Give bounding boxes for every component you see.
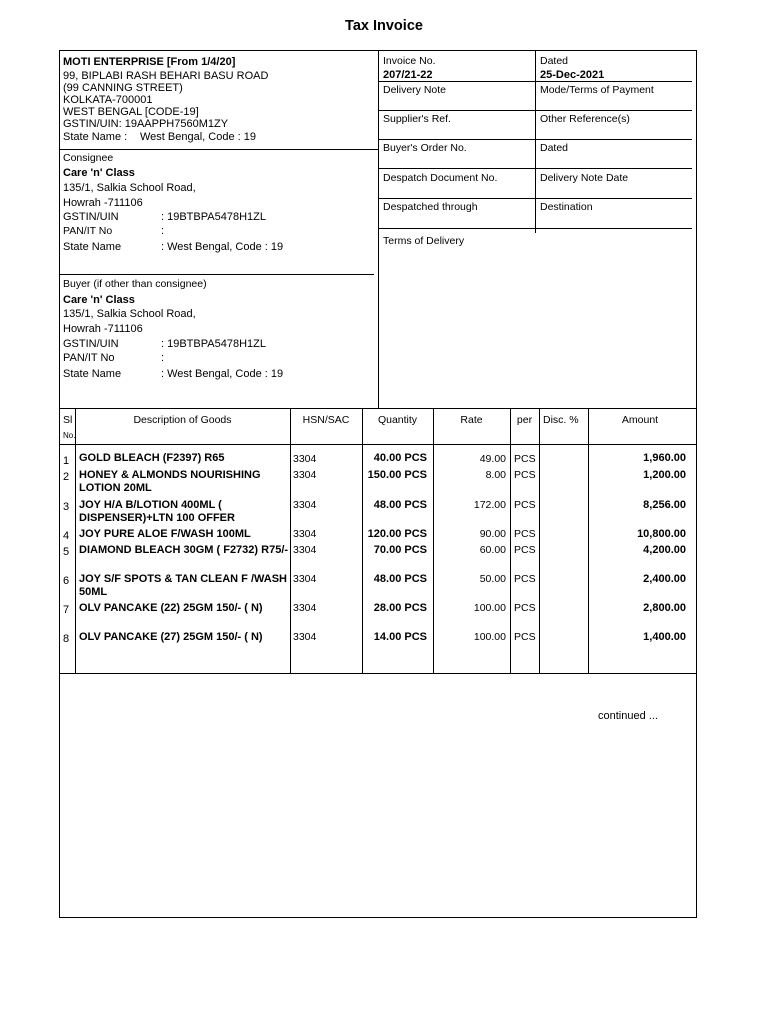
row-description: DIAMOND BLEACH 30GM ( F2732) R75/- <box>79 544 289 556</box>
divider <box>378 168 692 169</box>
row-description: OLV PANCAKE (22) 25GM 150/- ( N) <box>79 602 263 614</box>
row-quantity: 150.00 PCS <box>367 469 427 481</box>
row-description: HONEY & ALMONDS NOURISHING LOTION 20ML <box>79 469 261 494</box>
row-sl: 8 <box>63 633 70 645</box>
divider <box>378 139 692 140</box>
terms-delivery-label: Terms of Delivery <box>383 235 465 247</box>
row-per: PCS <box>514 544 536 556</box>
row-rate: 8.00 <box>485 469 506 481</box>
divider <box>378 81 692 82</box>
divider <box>378 50 379 408</box>
divider <box>539 408 540 673</box>
row-description: GOLD BLEACH (F2397) R65 <box>79 452 225 464</box>
consignee-state-value: : West Bengal, Code : 19 <box>161 241 284 253</box>
divider <box>59 274 374 275</box>
buyer-pan-label: PAN/IT No <box>63 352 115 364</box>
row-amount: 4,200.00 <box>643 544 686 556</box>
row-rate: 90.00 <box>479 528 506 540</box>
divider <box>290 408 291 673</box>
consignee-address-line: 135/1, Salkia School Road, <box>63 182 196 194</box>
row-hsn: 3304 <box>293 499 317 511</box>
row-quantity: 48.00 PCS <box>373 499 427 511</box>
row-per: PCS <box>514 573 536 585</box>
delivery-note-date-label: Delivery Note Date <box>540 172 629 184</box>
row-amount: 1,400.00 <box>643 631 686 643</box>
row-rate: 100.00 <box>473 602 506 614</box>
col-header-amount: Amount <box>621 414 659 426</box>
delivery-note-label: Delivery Note <box>383 84 447 96</box>
row-hsn: 3304 <box>293 544 317 556</box>
buyer-state-value: : West Bengal, Code : 19 <box>161 368 284 380</box>
continued-note: continued ... <box>598 710 658 722</box>
col-header-quantity: Quantity <box>377 414 418 426</box>
col-header-hsn: HSN/SAC <box>302 414 350 426</box>
row-per: PCS <box>514 469 536 481</box>
buyer-state-label: State Name <box>63 368 122 380</box>
row-amount: 1,200.00 <box>643 469 686 481</box>
row-hsn: 3304 <box>293 469 317 481</box>
row-hsn: 3304 <box>293 631 317 643</box>
row-rate: 100.00 <box>473 631 506 643</box>
row-description: JOY S/F SPOTS & TAN CLEAN F /WASH 50ML <box>79 573 288 598</box>
consignee-heading: Consignee <box>63 152 114 164</box>
consignee-pan-label: PAN/IT No <box>63 225 113 237</box>
row-rate: 60.00 <box>479 544 506 556</box>
row-amount: 2,800.00 <box>643 602 686 614</box>
buyer-gstin-value: : 19BTBPA5478H1ZL <box>161 338 266 350</box>
divider <box>510 408 511 673</box>
seller-state-label: State Name : <box>63 131 128 143</box>
row-hsn: 3304 <box>293 602 317 614</box>
consignee-gstin-label: GSTIN/UIN <box>63 211 119 223</box>
row-amount: 2,400.00 <box>643 573 686 585</box>
row-description: JOY PURE ALOE F/WASH 100ML <box>79 528 251 540</box>
buyer-heading: Buyer (if other than consignee) <box>63 278 207 290</box>
row-sl: 6 <box>63 575 70 587</box>
row-amount: 8,256.00 <box>643 499 686 511</box>
row-hsn: 3304 <box>293 573 317 585</box>
divider <box>378 110 692 111</box>
divider <box>535 50 536 233</box>
consignee-name: Care 'n' Class <box>63 167 135 179</box>
seller-address-line: 99, BIPLABI RASH BEHARI BASU ROAD <box>63 70 269 82</box>
consignee-address-line: Howrah -711106 <box>63 197 143 209</box>
seller-address-line: KOLKATA-700001 <box>63 94 153 106</box>
order-dated-label: Dated <box>540 142 569 154</box>
row-hsn: 3304 <box>293 453 317 465</box>
divider <box>378 198 692 199</box>
row-sl: 7 <box>63 604 70 616</box>
consignee-pan-value: : <box>161 225 165 237</box>
invoice-no-label: Invoice No. <box>383 55 436 67</box>
row-rate: 50.00 <box>479 573 506 585</box>
buyer-name: Care 'n' Class <box>63 294 135 306</box>
row-quantity: 14.00 PCS <box>373 631 427 643</box>
buyer-pan-value: : <box>161 352 165 364</box>
divider <box>59 444 697 445</box>
row-rate: 49.00 <box>479 453 506 465</box>
buyer-address-line: Howrah -711106 <box>63 323 143 335</box>
row-quantity: 70.00 PCS <box>373 544 427 556</box>
seller-address-line: (99 CANNING STREET) <box>63 82 183 94</box>
row-quantity: 48.00 PCS <box>373 573 427 585</box>
seller-name: MOTI ENTERPRISE [From 1/4/20] <box>63 56 236 68</box>
row-per: PCS <box>514 453 536 465</box>
col-header-no: No. <box>63 431 76 440</box>
seller-state-value: West Bengal, Code : 19 <box>140 131 256 143</box>
divider <box>59 673 697 674</box>
row-description: OLV PANCAKE (27) 25GM 150/- ( N) <box>79 631 263 643</box>
row-sl: 1 <box>63 455 70 467</box>
col-header-rate: Rate <box>460 414 483 426</box>
col-header-description: Description of Goods <box>133 414 232 426</box>
consignee-gstin-value: : 19BTBPA5478H1ZL <box>161 211 266 223</box>
buyer-gstin-label: GSTIN/UIN <box>63 338 119 350</box>
row-sl: 4 <box>63 530 70 542</box>
dated-value: 25-Dec-2021 <box>540 69 605 81</box>
dated-label: Dated <box>540 55 569 67</box>
seller-address-line: WEST BENGAL [CODE-19] <box>63 106 199 118</box>
divider <box>75 408 76 673</box>
row-sl: 3 <box>63 501 70 513</box>
row-quantity: 28.00 PCS <box>373 602 427 614</box>
mode-terms-label: Mode/Terms of Payment <box>540 84 654 96</box>
row-per: PCS <box>514 631 536 643</box>
despatched-through-label: Despatched through <box>383 201 478 213</box>
row-sl: 5 <box>63 546 70 558</box>
invoice-no-value: 207/21-22 <box>383 69 433 81</box>
divider <box>59 149 378 150</box>
row-per: PCS <box>514 528 536 540</box>
divider <box>59 408 697 409</box>
despatch-doc-label: Despatch Document No. <box>383 172 498 184</box>
row-per: PCS <box>514 499 536 511</box>
row-hsn: 3304 <box>293 528 317 540</box>
row-quantity: 40.00 PCS <box>373 452 427 464</box>
row-amount: 1,960.00 <box>643 452 686 464</box>
destination-label: Destination <box>540 201 593 213</box>
row-per: PCS <box>514 602 536 614</box>
consignee-state-label: State Name <box>63 241 122 253</box>
col-header-sl: Sl <box>63 414 73 426</box>
row-quantity: 120.00 PCS <box>367 528 427 540</box>
col-header-per: per <box>516 414 533 426</box>
seller-gstin: GSTIN/UIN: 19AAPPH7560M1ZY <box>63 118 229 130</box>
page-title: Tax Invoice <box>345 18 423 34</box>
buyer-address-line: 135/1, Salkia School Road, <box>63 308 196 320</box>
row-sl: 2 <box>63 471 70 483</box>
other-ref-label: Other Reference(s) <box>540 113 630 125</box>
supplier-ref-label: Supplier's Ref. <box>383 113 451 125</box>
row-amount: 10,800.00 <box>637 528 686 540</box>
buyer-order-label: Buyer's Order No. <box>383 142 467 154</box>
row-description: JOY H/A B/LOTION 400ML ( DISPENSER)+LTN 100 OFFER <box>79 499 235 524</box>
divider <box>378 228 692 229</box>
col-header-disc: Disc. % <box>543 414 579 426</box>
row-rate: 172.00 <box>473 499 506 511</box>
